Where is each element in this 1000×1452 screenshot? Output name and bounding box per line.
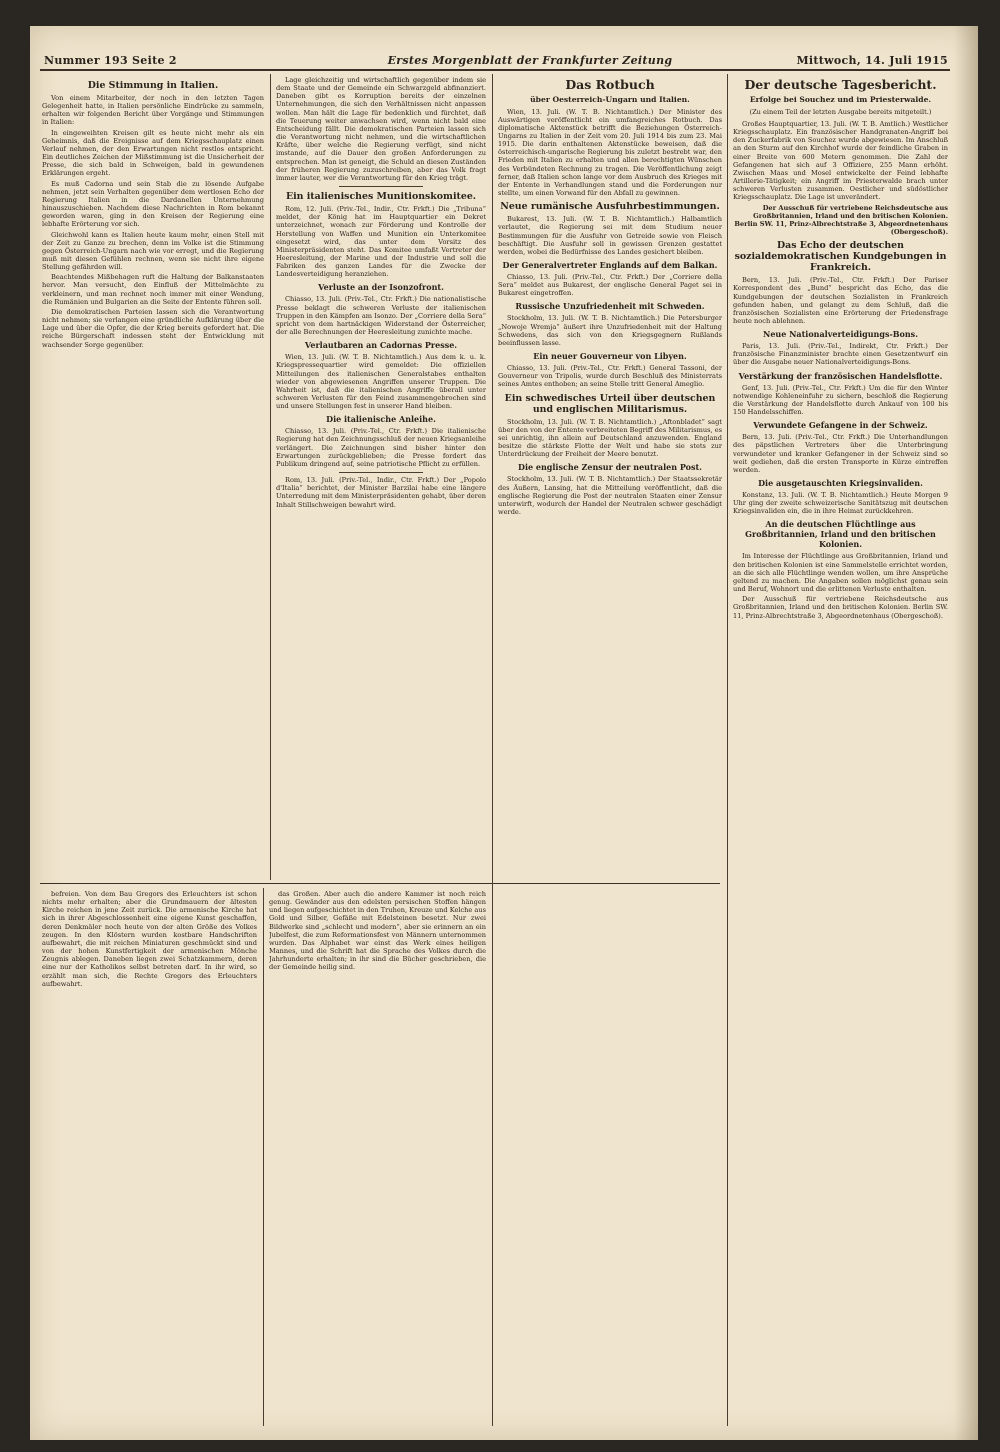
paragraph: Konstanz, 13. Juli. (W. T. B. Nichtamtlich.) Heute Morgen 9 Uhr ging der zweite schweizerische Sanitätszug mit deutschen Kriegsinvaliden ein, die in ihre Heimat zurückkehren.: [733, 491, 948, 516]
article-column-2: [276, 76, 486, 880]
paragraph: In eingeweihten Kreisen gilt es heute nicht mehr als ein Geheimnis, daß die Ereignisse auf dem Kriegsschauplatz einen Verlauf nehmen, der den Erwartungen nicht restlos entspricht. Ein deutliches Zeichen der Mißstimmung ist die Unsicherheit der Presse, die sich bald in Schweigen, bald in gewundenen Erklärungen ergeht.: [42, 128, 264, 178]
headline: Russische Unzufriedenheit mit Schweden.: [515, 301, 705, 312]
headline: Das Rotbuch: [565, 77, 655, 92]
paragraph: Im Interesse der Flüchtlinge aus Großbritannien, Irland und den britischen Kolonien ist eine Sammelstelle errichtet worden, an die sich alle Flüchtlinge wenden wollen, um ihre Ansprüche geltend zu machen. Die Angaben sollen möglichst genau sein und Beruf, Wohnort und die erlittenen Verluste enthalten.: [733, 552, 948, 594]
headline: Die englische Zensur der neutralen Post.: [518, 462, 702, 473]
paragraph: Die demokratischen Parteien lassen sich die Verantwortung nicht nehmen; sie verlangen eine gründliche Aufklärung über die Lage und über die Opfer, die der Krieg bereits gefordert hat. Die reiche Bürgerschaft indessen steht der Entwicklung mit wachsender Sorge gegenüber.: [42, 307, 264, 349]
headline: Die Stimmung in Italien.: [87, 80, 219, 91]
issue-number: Nummer 193 Seite 2: [44, 54, 177, 67]
paragraph: Rom, 12. Juli. (Priv.-Tel., Indir., Ctr. Frkft.) Die „Tribuna“ meldet, der König hat im Hauptquartier ein Dekret unterzeichnet, wonach zur Förderung und Kontrolle der Herstellung von Waffen und Munition ein Unterkomitee eingesetzt wird, das unter dem Vorsitz des Ministerpräsidenten steht. Das Komitee umfaßt Vertreter der Heeresleitung, der Marine und der Industrie und soll die Fabriken des ganzen Landes für die Zwecke der Landesverteidigung heranziehen.: [276, 205, 486, 279]
paragraph: Bukarest, 13. Juli. (W. T. B. Nichtamtlich.) Halbamtlich verlautet, die Regierung sei mit dem Studium neuer Bestimmungen für die Ausfuhr von Getreide sowie von Fleisch beschäftigt. Die Ausfuhr soll in gewissen Grenzen gestattet werden, wobei die Bedürfnisse des Landes gesichert bleiben.: [498, 215, 722, 256]
column-rule: [727, 74, 728, 1426]
headline: An die deutschen Flüchtlinge aus Großbritannien, Irland und den britischen Kolonien.: [745, 519, 936, 550]
paragraph: Chiasso, 13. Juli. (Priv.-Tel., Ctr. Frkft.) Der „Corriere della Sera“ meldet aus Bukarest, der englische General Paget sei in Bukarest eingetroffen.: [498, 273, 722, 298]
headline: Ein neuer Gouverneur von Libyen.: [533, 351, 687, 362]
column-rule: [492, 74, 493, 1426]
masthead: Erstes Morgenblatt der Frankfurter Zeitung: [387, 54, 673, 67]
divider: [339, 186, 423, 187]
headline: Ein italienisches Munitionskomitee.: [285, 191, 477, 203]
paragraph: Lage gleichzeitig und wirtschaftlich gegenüber indem sie dem Staate und der Gemeinde ein Schwarzgeld abfinanziert. Daneben gibt es Korruption bereits der einzelnen Unternehmungen, die sich den Verhältnissen nicht anpassen wollen. Man hält die Lage für bedenklich und fürchtet, daß die Teuerung weiter anwachsen wird, wenn nicht bald eine Entscheidung fällt. Die demokratischen Parteien lassen sich die Verantwortung nicht nehmen, und die wirtschaftlichen Kräfte, über welche die Regierung verfügt, sind nicht imstande, auf die Dauer den großen Anforderungen zu entsprechen. Man ist geneigt, die Schuld an diesen Zuständen der früheren Regierung zuzuschreiben, aber das Volk fragt immer lauter, wer die Verantwortung für den Krieg trägt.: [276, 76, 486, 182]
newspaper-page: [30, 26, 978, 1440]
paragraph: Rom, 13. Juli. (Priv.-Tel., Indir., Ctr. Frkft.) Der „Popolo d'Italia“ berichtet, der Minister Barzilai habe eine längere Unterredung mit dem Ministerpräsidenten gehabt, über deren Inhalt Stillschweigen bewahrt wird.: [276, 476, 486, 509]
paragraph: Chiasso, 13. Juli. (Priv.-Tel., Ctr. Frkft.) General Tassoni, der Gouverneur von Tripolis, wurde durch Beschluß des Ministerrats seines Amtes enthoben; an seine Stelle tritt General Ameglio.: [498, 364, 722, 389]
headline: Neue rumänische Ausfuhrbestimmungen.: [500, 201, 720, 213]
paragraph: Stockholm, 13. Juli. (W. T. B. Nichtamtlich.) Der Staatssekretär des Äußern, Lansing, hat die Mitteilung veröffentlicht, daß die englische Regierung die Post der neutralen Staaten einer Zensur unterwirft, wodurch der Handel der Neutralen schwer geschädigt werde.: [498, 475, 722, 516]
headline: Der Generalvertreter Englands auf dem Balkan.: [502, 260, 718, 270]
paragraph: Paris, 13. Juli. (Priv.-Tel., Indirekt, Ctr. Frkft.) Der französische Finanzminister brachte einen Gesetzentwurf ein über die Ausgabe neuer Nationalverteidigungs-Bons.: [733, 342, 948, 367]
headline: Verluste an der Isonzofront.: [318, 282, 444, 293]
paragraph: Stockholm, 13. Juli. (W. T. B. Nichtamtlich.) Die Petersburger „Nowoje Wremja“ äußert ihre Unzufriedenheit mit der Haltung Schwedens, das sich von den Kriegsgegnern Rußlands beeinflussen lasse.: [498, 314, 722, 347]
subheadline: Erfolge bei Souchez und im Priesterwalde.: [749, 95, 932, 104]
paragraph: Gleichwohl kann es Italien heute kaum mehr, einen Stell mit der Zeit zu Ganze zu brechen, denn im Volke ist die Stimmung gegen Österreich-Ungarn nach wie vor erregt, und die Regierung muß mit diesen Gefühlen rechnen, wenn sie nicht ihre eigene Stellung gefährden will.: [42, 230, 264, 272]
paragraph: Beachtendes Mißbehagen ruft die Haltung der Balkanstaaten hervor. Man versucht, den Einfluß der Mittelmächte zu verkleinern, und man rechnet noch immer mit einer Wendung, die Rumänien und Bulgarien an die Seite der Entente führen soll.: [42, 273, 264, 306]
paragraph: Es muß Cadorna und sein Stab die zu lösende Aufgabe nehmen, jetzt sein Verhalten gegenüber dem wertlosen Echo der Regierung Italien in die Dardanellen Unternehmung hinauszuschieben. Nachdem diese Nachrichten in Rom bekannt geworden waren, ging in den Kreisen der Regierung eine lebhafte Erörterung vor sich.: [42, 179, 264, 229]
headline: Verstärkung der französischen Handelsflotte.: [738, 370, 943, 381]
article-rotbuch: [498, 76, 722, 1426]
article-stimmung-italien: [42, 76, 264, 880]
headline: Ein schwedisches Urteil über deutschen und englischen Militarismus.: [504, 392, 716, 415]
column-rule: [263, 888, 264, 1426]
headline: Neue Nationalverteidigungs-Bons.: [763, 329, 918, 340]
article-tagesbericht: [733, 76, 948, 1426]
feuilleton-left: [42, 890, 257, 1426]
headline: Verlautbaren an Cadornas Presse.: [304, 340, 458, 351]
paragraph: Von einem Mitarbeiter, der noch in den letzten Tagen Gelegenheit hatte, in Italien persönliche Eindrücke zu sammeln, erhalten wir folgenden Bericht über Vorgänge und Stimmungen in Italien:: [42, 94, 264, 127]
paragraph: Chiasso, 13. Juli. (Priv.-Tel., Ctr. Frkft.) Die nationalistische Presse beklagt die schweren Verluste der italienischen Truppen in den Kämpfen am Isonzo. Der „Corriere della Sera“ spricht von dem hartnäckigen Widerstand der Österreicher, der alle Berechnungen der Heeresleitung zunichte mache.: [276, 295, 486, 337]
paragraph: Bern, 13. Juli. (Priv.-Tel., Ctr. Frkft.) Die Unterhandlungen des päpstlichen Vertreters über die Unterbringung verwundeter und kranker Gefangener in der Schweiz sind so weit gediehen, daß die ersten Transporte in Kürze eintreffen werden.: [733, 433, 948, 474]
page-fold-shadow: [954, 26, 978, 1440]
paragraph: das Großen. Aber auch die andere Kammer ist noch reich genug. Gewänder aus den edelsten persischen Stoffen hängen und liegen aufgeschichtet in den Truhen, Kreuze und Kelche aus Gold und Silber, Gefäße mit Edelsteinen besetzt. Nur zwei Bildwerke sind „schlecht und modern“, aber sie erinnern an ein Jubelfest, die zum Reformationsfest von Männern unternommen wurden. Das Alphabet war einst das Werk eines heiligen Mannes, und die Schrift hat die Sprache des Volkes durch die Jahrhunderte erhalten; in ihr sind die Bücher geschrieben, die der Gemeinde heilig sind.: [269, 890, 486, 972]
headline: Das Echo der deutschen sozialdemokratischen Kundgebungen in Frankreich.: [734, 240, 947, 274]
paragraph: Bern, 13. Juli. (Priv.-Tel., Ctr. Frkft.) Der Pariser Korrespondent des „Bund“ bespricht das Echo, das die Kundgebungen der deutschen Sozialisten in Frankreich gefunden haben, und gelangt zu dem Schluß, daß die französischen Sozialisten eine Erörterung der Friedensfrage heute noch ablehnen.: [733, 276, 948, 325]
paragraph: befreien. Von dem Bau Gregors des Erleuchters ist schon nichts mehr erhalten; aber die Grundmauern der ältesten Kirche reichen in jene Zeit zurück. Die armenische Kirche hat sich in ihrer Abgeschlossenheit eine eigene Kunst geschaffen, deren Denkmäler noch heute von der alten Größe des Volkes zeugen. In den Klöstern wurden kostbare Handschriften aufbewahrt, die mit reichen Miniaturen geschmückt sind und von der hohen Kunstfertigkeit der armenischen Mönche Zeugnis ablegen. Daneben liegen zwei Schatzkammern, deren eine nur der Katholikos selbst betreten darf. In ihr wird, so erzählt man sich, die Rechte Gregors des Erleuchters aufbewahrt.: [42, 890, 257, 988]
headline: Verwundete Gefangene in der Schweiz.: [753, 420, 928, 431]
paragraph: Der Ausschuß für vertriebene Reichsdeutsche aus Großbritannien, Irland und den britischen Kolonien. Berlin SW. 11, Prinz-Albrechtstraße 3, Abgeordnetenhaus (Obergeschoß).: [733, 595, 948, 620]
headline: Der deutsche Tagesbericht.: [744, 77, 937, 92]
paragraph: Genf, 13. Juli. (Priv.-Tel., Ctr. Frkft.) Um die für den Winter notwendige Kohleneinfuhr zu sichern, beschloß die Regierung die Verstärkung der Handelsflotte durch Ankauf von 100 bis 150 Handelsschiffen.: [733, 383, 948, 417]
paragraph: Wien, 13. Juli. (W. T. B. Nichtamtlich.) Der Minister des Auswärtigen veröffentlicht ein umfangreiches Rotbuch. Das diplomatische Aktenstück betrifft die Beziehungen Österreich-Ungarns zu Italien in der Zeit vom 20. Juli 1914 bis zum 23. Mai 1915. Die darin enthaltenen Aktenstücke beweisen, daß die österreichisch-ungarische Regierung bis zuletzt bestrebt war, den Frieden mit Italien zu erhalten und allen berechtigten Wünschen des Verbündeten Rechnung zu tragen. Die Veröffentlichung zeigt ferner, daß Italien schon lange vor dem Ausbruch des Krieges mit der Entente in Verhandlungen stand und die Forderungen nur stellte, um einen Vorwand für den Abfall zu gewinnen.: [498, 107, 722, 198]
issue-date: Mittwoch, 14. Juli 1915: [796, 54, 948, 67]
headline: Die ausgetauschten Kriegsinvaliden.: [758, 478, 923, 488]
paragraph: Wien, 13. Juli. (W. T. B. Nichtamtlich.) Aus dem k. u. k. Kriegspressequartier wird gemeldet: Die offiziellen Mitteilungen des italienischen Generalstabes enthalten wieder von abgewiesenen Angriffen unserer Truppen. Die Wahrheit ist, daß die italienischen Angriffe überall unter schweren Verlusten für den Feind zusammengebrochen sind und unsere Stellungen fest in unserer Hand bleiben.: [276, 353, 486, 411]
note: (Zu einem Teil der letzten Ausgabe bereits mitgeteilt.): [749, 107, 932, 116]
subheadline: über Oesterreich-Ungarn und Italien.: [530, 95, 690, 104]
paragraph: Stockholm, 13. Juli. (W. T. B. Nichtamtlich.) „Aftonbladet“ sagt über den von der Entente verbreiteten Begriff des Militarismus, es sei unrichtig, ihn allein auf Deutschland anzuwenden. England besitze die stärkste Flotte der Welt und habe sie stets zur Unterdrückung der Freiheit der Meere benutzt.: [498, 417, 722, 459]
column-rule: [270, 74, 271, 880]
headline: Die italienische Anleihe.: [326, 414, 436, 425]
divider: [339, 472, 423, 473]
header-rule: [40, 69, 950, 71]
signature: Der Ausschuß für vertriebene Reichsdeutsche aus Großbritannien, Irland und den britischen Kolonien. Berlin SW. 11, Prinz-Albrechtstraße 3, Abgeordnetenhaus (Obergeschoß).: [734, 203, 948, 237]
paragraph: Chiasso, 13. Juli. (Priv.-Tel., Ctr. Frkft.) Die italienische Regierung hat den Zeichnungsschluß der neuen Kriegsanleihe verlängert. Die Zeichnungen sind bisher hinter den Erwartungen zurückgeblieben; die Presse fordert das Publikum dringend auf, seine patriotische Pflicht zu erfüllen.: [276, 427, 486, 468]
feuilleton-middle: [269, 890, 486, 1426]
paragraph: Großes Hauptquartier, 13. Juli. (W. T. B. Amtlich.) Westlicher Kriegsschauplatz. Ein französischer Handgranaten-Angriff bei den Zuckerfabrik von Souchez wurde abgewiesen. Im Anschluß an den Sturm auf den Kirchhof wurde der feindliche Graben in einer Breite von 600 Metern genommen. Die Zahl der Gefangenen hat sich auf 3 Offiziere, 255 Mann erhöht. Zwischen Maas und Mosel entwickelte der Feind lebhafte Artillerie-Tätigkeit; ein Angriff im Priesterwalde brach unter schweren Verlusten zusammen. Oestlicher und südöstlicher Kriegsschauplatz. Die Lage ist unverändert.: [733, 120, 948, 202]
